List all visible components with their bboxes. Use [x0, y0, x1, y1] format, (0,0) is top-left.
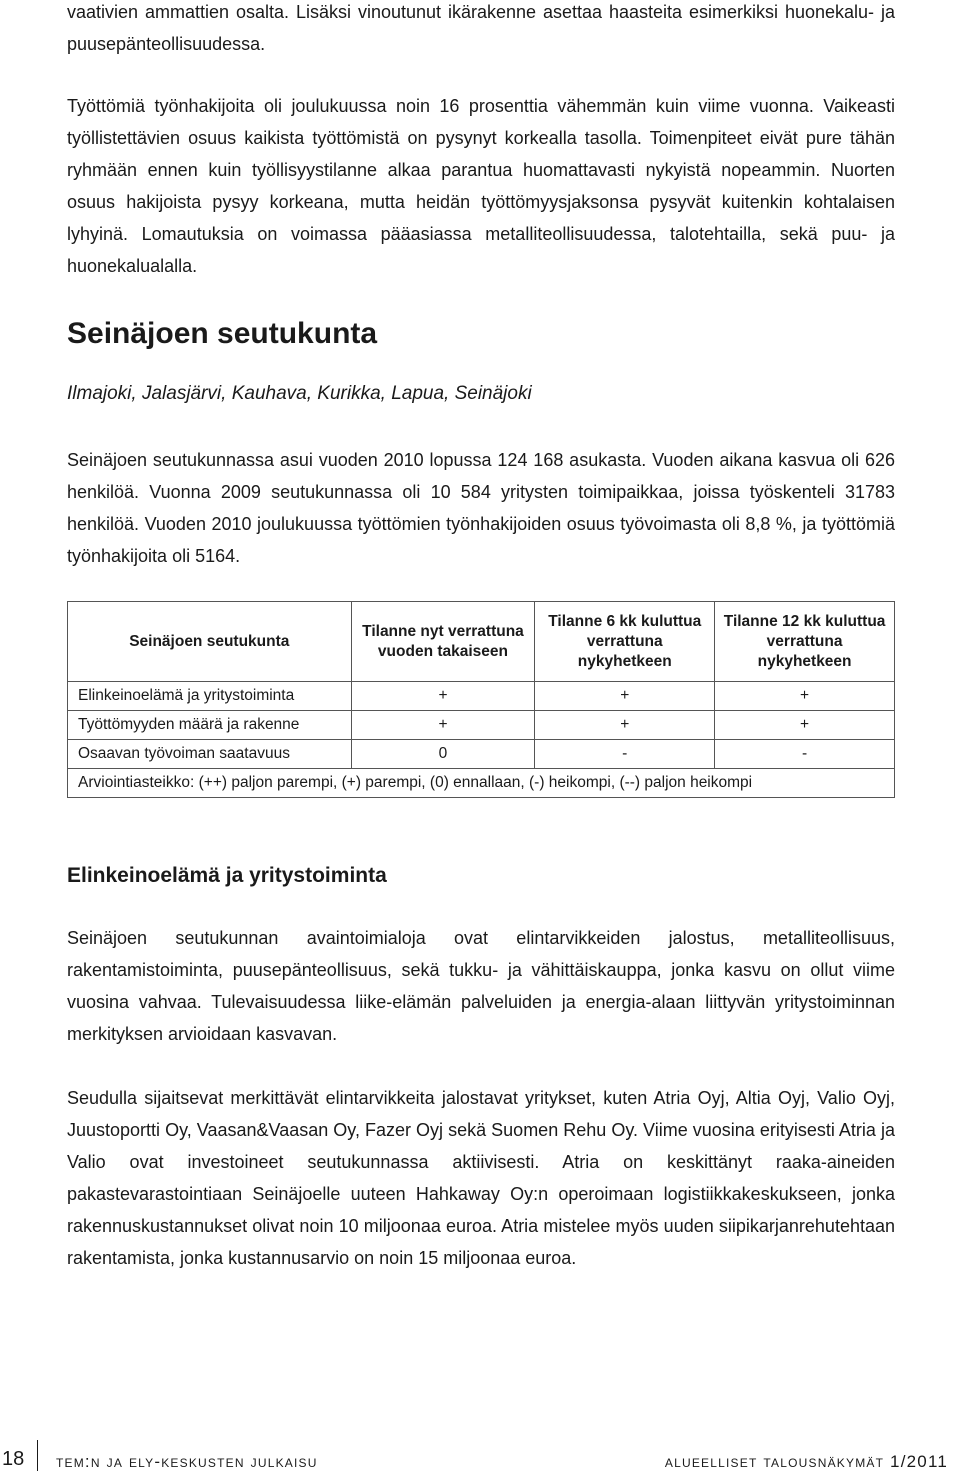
row-label: Osaavan työvoiman saatavuus [68, 740, 352, 769]
cell-6m: - [535, 740, 715, 769]
cell-12m: + [715, 682, 895, 711]
table-header-now: Tilanne nyt verrattuna vuoden takaiseen [351, 602, 535, 682]
rating-scale: Arviointiasteikko: (++) paljon parempi, (+) parempi, (0) ennallaan, (-) heikompi, (--) paljon heikompi [68, 769, 895, 798]
table-header-6m: Tilanne 6 kk kuluttua verrattuna nykyhetkeen [535, 602, 715, 682]
section-summary: Seinäjoen seutukunnassa asui vuoden 2010 lopussa 124 168 asukasta. Vuoden aikana kasvua oli 626 henkilöä. Vuonna 2009 seutukunnassa oli 10 584 yritysten toimipaikkaa, joissa työskenteli 31783 henkilöä. Vuoden 2010 joulukuussa työttömien työnhakijoiden osuus työvoimasta oli 8,8 %, ja työttömiä työnhakijoita oli 5164. [67, 450, 895, 566]
business-paragraph-1: Seinäjoen seutukunnan avaintoimialoja ovat elintarvikkeiden jalostus, metalliteollisuus, rakentamistoiminta, puusepänteollisuus, sekä tukku- ja vähittäiskauppa, jonka kasvu on ollut viime vuosina vahvaa. Tulevaisuudessa liike-elämän palveluiden ja energia-alaan liittyvän yritystoiminnan merkityksen arvioidaan kasvavan. [67, 928, 895, 1044]
table-header-region: Seinäjoen seutukunta [68, 602, 352, 682]
table-header-12m: Tilanne 12 kk kuluttua verrattuna nykyhetkeen [715, 602, 895, 682]
municipality-list: Ilmajoki, Jalasjärvi, Kauhava, Kurikka, Lapua, Seinäjoki [67, 383, 532, 404]
table-row [68, 682, 895, 711]
business-title: Elinkeinoelämä ja yritystoiminta [67, 864, 387, 887]
intro-paragraph-1: vaativien ammattien osalta. Lisäksi vinoutunut ikärakenne asettaa haasteita esimerkiksi huonekalu- ja puusepänteollisuudessa. [67, 2, 895, 54]
publisher-label: tem:n ja ely-keskusten julkaisu [56, 1452, 318, 1471]
cell-6m: + [535, 682, 715, 711]
row-label: Elinkeinoelämä ja yritystoiminta [68, 682, 352, 711]
section-title: Seinäjoen seutukunta [67, 317, 378, 350]
footer-divider [37, 1440, 38, 1471]
cell-now: 0 [351, 740, 535, 769]
table-row [68, 711, 895, 740]
table-header-row [68, 602, 895, 682]
row-label: Työttömyyden määrä ja rakenne [68, 711, 352, 740]
table-scale-row [68, 769, 895, 798]
business-paragraph-2: Seudulla sijaitsevat merkittävät elintarvikkeita jalostavat yritykset, kuten Atria Oyj, Altia Oyj, Valio Oyj, Juustoportti Oy, Vaasan&Vaasan Oy, Fazer Oyj sekä Suomen Rehu Oy. Viime vuosina erityisesti Atria ja Valio ovat investoineet seutukunnassa aktiivisesti. Atria on keskittänyt raaka-aineiden pakastevarastointiaan Seinäjoelle uuteen Hahkaway Oy:n operoimaan logistiikkakeskukseen, jonka rakennuskustannukset olivat noin 10 miljoonaa euroa. Atria mistelee myös uuden siipikarjanrehutehtaan rakentamista, jonka kustannusarvio on noin 15 miljoonaa euroa. [67, 1088, 895, 1268]
page-footer [0, 1440, 960, 1471]
intro-paragraph-2: Työttömiä työnhakijoita oli joulukuussa noin 16 prosenttia vähemmän kuin viime vuonna. Vaikeasti työllistettävien osuus kaikista työttömistä on pysynyt korkealla tasolla. Toimenpiteet eivät pure tähän ryhmään ennen kuin työllisyystilanne alkaa parantua huomattavasti nykyistä nopeammin. Nuorten osuus hakijoista pysyy korkeana, mutta heidän työttömyysjaksonsa pysyvät kuitenkin kohtalaisen lyhyinä. Lomautuksia on voimassa pääasiassa metalliteollisuudessa, talotehtailla, sekä puu- ja huonekalualalla. [67, 96, 895, 276]
cell-now: + [351, 682, 535, 711]
publication-title: alueelliset talousnäkymät 1/2011 [664, 1452, 948, 1471]
evaluation-table [67, 601, 895, 798]
cell-now: + [351, 711, 535, 740]
cell-6m: + [535, 711, 715, 740]
cell-12m: + [715, 711, 895, 740]
page-number: 18 [2, 1448, 25, 1470]
cell-12m: - [715, 740, 895, 769]
table-row [68, 740, 895, 769]
